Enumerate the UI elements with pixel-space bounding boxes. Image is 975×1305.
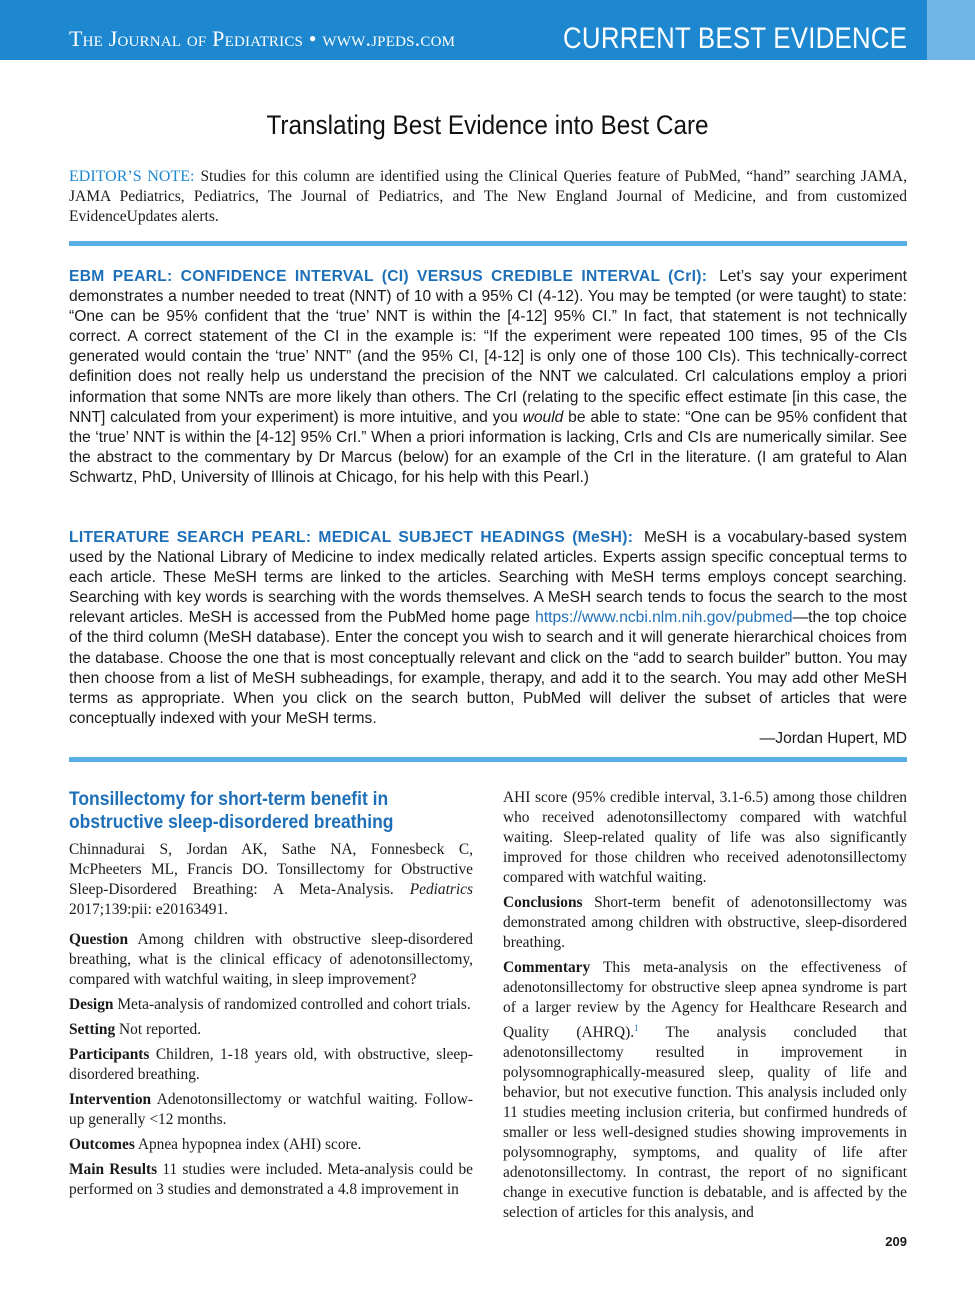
article-column-left — [69, 788, 473, 1205]
commentary-text-1: This meta-analysis on the effectiveness of adenotonsillectomy for obstructive sleep apnea syndrome is part of a larger review by the Agency for Healthcare Research and Quality (AHRQ). — [503, 959, 907, 1042]
reference-link[interactable]: 1 — [634, 1023, 639, 1033]
section-label: Intervention — [69, 1091, 152, 1108]
section-intervention — [69, 1090, 473, 1130]
section-text: Meta-analysis of randomized controlled and cohort trials. — [117, 996, 471, 1013]
article-column-right — [503, 788, 907, 1225]
journal-header — [0, 0, 975, 60]
section-design — [69, 995, 473, 1015]
article-citation — [69, 840, 473, 920]
section-title: CURRENT BEST EVIDENCE — [562, 22, 907, 55]
article-title: Tonsillectomy for short-term benefit in obstructive sleep-disordered breathing — [69, 789, 394, 833]
page-title: Translating Best Evidence into Best Care — [266, 110, 709, 140]
pubmed-link[interactable]: https://www.ncbi.nlm.nih.gov/pubmed — [535, 609, 793, 627]
section-conclusions — [503, 893, 907, 953]
editors-note-text: Studies for this column are identified using the Clinical Queries feature of PubMed, “hand” searching JAMA, JAMA Pediatrics, Pediatrics, The Journal of Pediatrics, and The New England Journal of Medicine, and from customized EvidenceUpdates alerts. — [69, 168, 907, 225]
journal-name: The Journal of Pediatrics • www.jpeds.com — [69, 26, 456, 51]
editors-note — [69, 167, 907, 227]
citation-journal: Pediatrics — [409, 881, 473, 898]
section-label: Main Results — [69, 1161, 158, 1178]
literature-pearl-text-2: —the top choice of the third column (MeSH database). Enter the concept you wish to search and it will generate hierarchical choices from the database. Choose the one that is most conceptually relevant and click on the “add to search builder” button. You may then choose from a list of MeSH subheadings, for example, therapy, and add it to the search. You may add other MeSH terms as appropriate. When you click on the search button, PubMed will deliver the subset of articles that were conceptually indexed with your MeSH terms. — [69, 609, 907, 727]
citation-ref: 2017;139:pii: e20163491. — [69, 901, 229, 918]
section-text: 11 studies were included. Meta-analysis could be performed on 3 studies and demonstrated a 4.8 improvement in — [69, 1161, 473, 1198]
section-commentary — [503, 958, 907, 1223]
ebm-pearl — [69, 267, 907, 488]
ebm-pearl-text-1: Let’s say your experiment demonstrates a number needed to treat (NNT) of 10 with a 95% CI (4-12). You may be tempted (or were taught) to state: “One can be 95% confident that the ‘true’ NNT is within the [4-12] 95% CI.” In fact, that statement is not technically correct. A correct statement of the CI in the example is: “If the experiment were repeated 100 times, 95 of the CIs generated would contain the ‘true’ NNT” (and the 95% CI, [4-12] is only one of those 100 CIs). This technically-correct definition does not really help us understand the precision of the NNT we calculated. CrI calculations employ a priori information that some NNTs are more likely than others. The CrI (relating to the specific effect estimate [in this case, the NNT] calculated from your experiment) is more intuitive, and you — [69, 268, 907, 426]
section-setting — [69, 1020, 473, 1040]
literature-pearl — [69, 528, 907, 749]
section-text: Not reported. — [119, 1021, 202, 1038]
header-corner-block — [927, 0, 975, 60]
section-text: Adenotonsillectomy or watchful waiting. Follow-up generally <12 months. — [69, 1091, 473, 1128]
section-outcomes — [69, 1135, 473, 1155]
section-label: Design — [69, 996, 114, 1013]
section-text: Among children with obstructive sleep-disordered breathing, what is the clinical efficacy of adenotonsillectomy, compared with watchful waiting, in sleep improvement? — [69, 931, 473, 988]
ebm-pearl-emphasis: would — [522, 408, 564, 426]
commentary-text-2: The analysis concluded that adenotonsillectomy resulted in improvement in polysomnographically-measured sleep, quality of life and behavior, but not executive function. This analysis included only 11 studies meeting inclusion criteria, but confirmed hundreds of smaller or less well-designed studies showing improvements in polysomnography, symptoms, and quality of life after adenotonsillectomy. In contrast, the report of no significant change in executive function is debatable, and is affected by the selection of articles for this analysis, and — [503, 1024, 907, 1222]
ebm-pearl-label: EBM PEARL: CONFIDENCE INTERVAL (CI) VERSUS CREDIBLE INTERVAL (CrI): — [69, 268, 708, 285]
section-label: Setting — [69, 1021, 116, 1038]
section-main-results-continued: AHI score (95% credible interval, 3.1-6.5) among those children who received adenotonsillectomy compared with watchful waiting. Sleep-related quality of life was also significantly improved for those children who received adenotonsillectomy compared with watchful waiting. — [503, 789, 907, 886]
ebm-pearl-text-2: be able to state: “One can be 95% confident that the ‘true’ NNT is within the [4-12] 95% CrI.” When a priori information is lacking, CrIs and CIs are numerically similar. See the abstract to the commentary by Dr Marcus (below) for an example of the CrI in the literature. (I am grateful to Alan Schwartz, PhD, University of Illinois at Chicago, for his help with this Pearl.) — [69, 408, 907, 486]
section-label: Conclusions — [503, 894, 583, 911]
section-label: Question — [69, 931, 129, 948]
editors-note-label: EDITOR’S NOTE: — [69, 168, 195, 185]
section-question — [69, 930, 473, 990]
divider-bottom — [69, 757, 907, 762]
page-number: 209 — [885, 1234, 907, 1249]
section-text: Apnea hypopnea index (AHI) score. — [137, 1136, 362, 1153]
section-label: Outcomes — [69, 1136, 135, 1153]
section-label: Participants — [69, 1046, 150, 1063]
literature-pearl-text-1: MeSH is a vocabulary-based system used by the National Library of Medicine to index medically related articles. Experts assign specific conceptual terms to each article. These MeSH terms are linked to the articles. Searching with MeSH terms employs concept searching. Searching with key words is searching with the words themselves. A MeSH search tends to focus the search to the most relevant articles. MeSH is accessed from the PubMed home page — [69, 529, 907, 627]
divider-top — [69, 241, 907, 246]
section-label: Commentary — [503, 959, 591, 976]
section-main-results — [69, 1160, 473, 1200]
citation-authors: Chinnadurai S, Jordan AK, Sathe NA, Fonnesbeck C, McPheeters ML, Francis DO. Tonsillectomy for Obstructive Sleep-Disordered Breathing: A Meta-Analysis. — [69, 841, 473, 898]
signature: —Jordan Hupert, MD — [759, 729, 907, 747]
section-text: Children, 1-18 years old, with obstructive, sleep-disordered breathing. — [69, 1046, 473, 1083]
section-participants — [69, 1045, 473, 1085]
literature-pearl-label: LITERATURE SEARCH PEARL: MEDICAL SUBJECT HEADINGS (MeSH): — [69, 529, 634, 546]
section-text: Short-term benefit of adenotonsillectomy was demonstrated among children with obstructive, sleep-disordered breathing. — [503, 894, 907, 951]
